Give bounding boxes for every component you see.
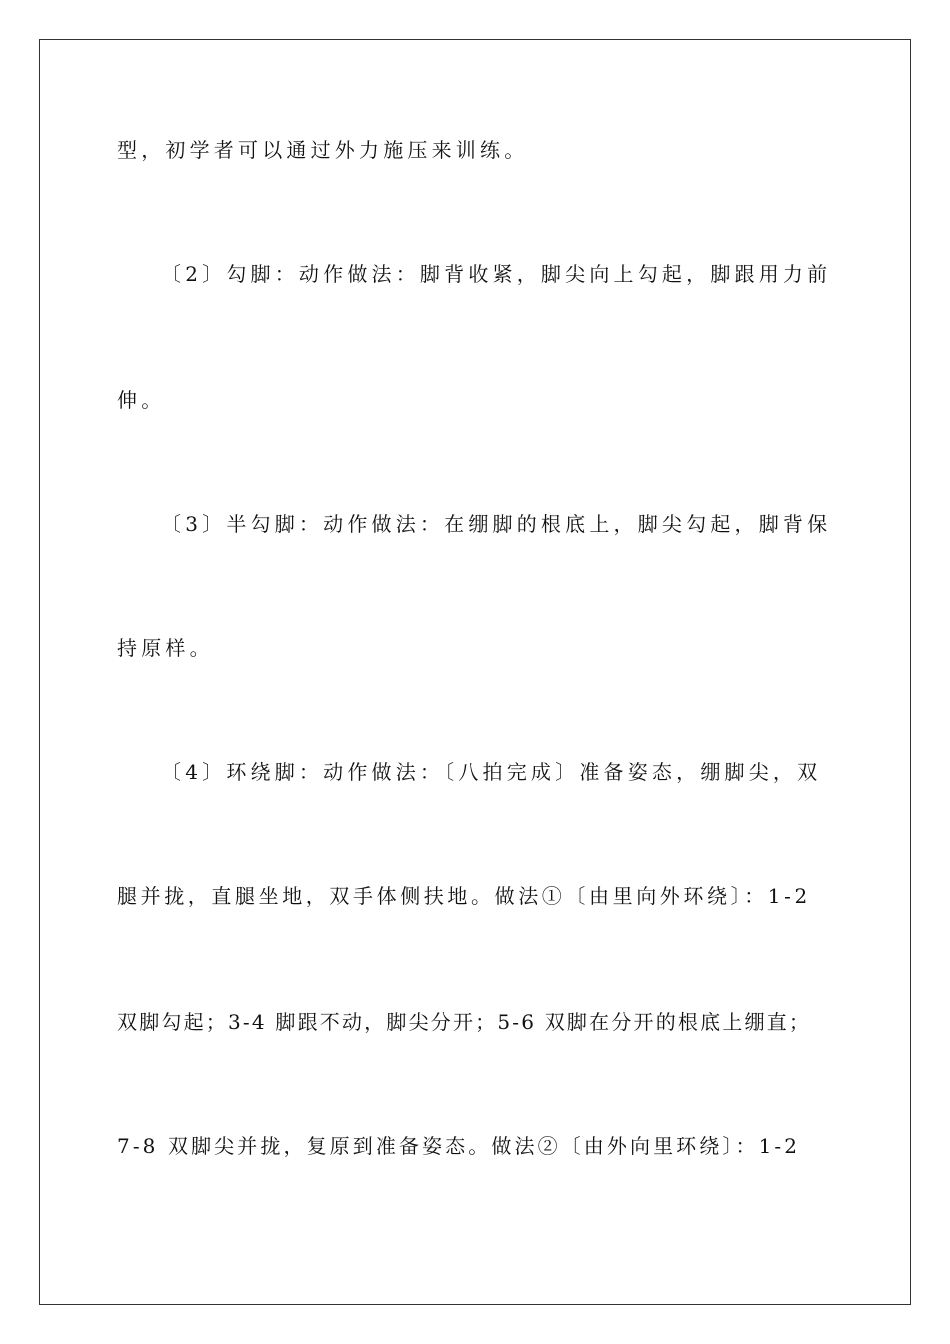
paragraph-line: 型，初学者可以通过外力施压来训练。 [117, 138, 529, 162]
paragraph-line: 〔3〕半勾脚：动作做法：在绷脚的根底上，脚尖勾起，脚背保 [161, 512, 832, 536]
paragraph-line: 〔4〕环绕脚：动作做法：〔八拍完成〕准备姿态，绷脚尖，双 [161, 760, 822, 784]
page-border [39, 39, 911, 1305]
paragraph-line: 腿并拢，直腿坐地，双手体侧扶地。做法①〔由里向外环绕〕：1-2 [117, 884, 811, 908]
paragraph-line: 双脚勾起；3-4 脚跟不动，脚尖分开；5-6 双脚在分开的根底上绷直； [117, 1010, 812, 1034]
paragraph-line: 伸。 [117, 388, 166, 412]
paragraph-line: 〔2〕勾脚：动作做法：脚背收紧，脚尖向上勾起，脚跟用力前 [161, 262, 832, 286]
paragraph-line: 7-8 双脚尖并拢，复原到准备姿态。做法②〔由外向里环绕〕：1-2 [117, 1134, 801, 1158]
paragraph-line: 持原样。 [117, 636, 214, 660]
